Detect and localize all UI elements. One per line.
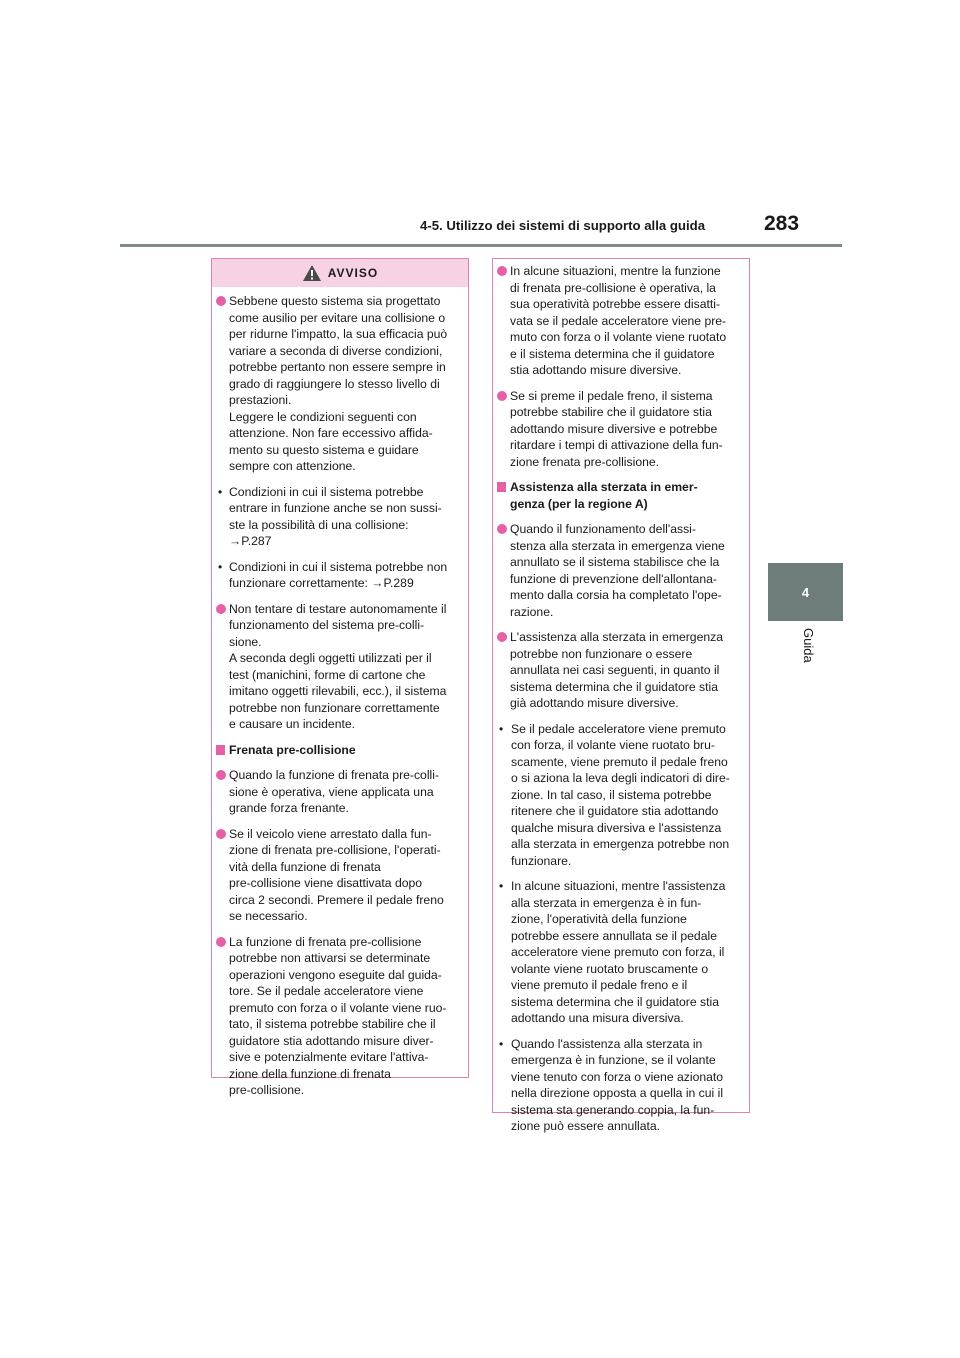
circle-bullet-icon [216,296,226,306]
circle-bullet-icon [497,524,507,534]
list-item [493,1036,749,1135]
circle-bullet-icon [497,266,507,276]
circle-bullet-icon [497,632,507,642]
item-text: In alcune situazioni, mentre l'assistenza alla sterzata in emergenza è in fun- zione, l'operatività della funzione potrebbe essere annullata se il pedale acceleratore viene premuto con forza, il volante viene ruotato bruscamente o viene premuto il pedale freno e il sistema determina che il guidatore stia adottando una misura diversiva. [511,879,726,1025]
circle-bullet-icon [216,770,226,780]
list-item [212,559,468,592]
list-item [493,629,749,712]
info-box [492,258,750,1133]
item-text: Condizioni in cui il sistema potrebbe non funzionare correttamente: →P.289 [229,559,448,590]
circle-bullet-icon [216,829,226,839]
section-heading [493,479,749,512]
info-items [493,263,749,1135]
item-text: Se si preme il pedale freno, il sistema potrebbe stabilire che il guidatore stia adottando misure diversive e potrebbe ritardare i tempi di attivazione della fun- zione frenata pre-collisione. [510,388,723,469]
dot-bullet-icon: • [499,721,504,736]
warning-header [212,259,468,287]
list-item [493,721,749,870]
chapter-label: Guida [801,628,816,663]
item-text: Frenata pre-collisione [229,742,356,757]
item-text: Assistenza alla sterzata in emer- genza (per la regione A) [510,480,698,511]
square-bullet-icon [497,482,506,492]
chapter-tab [768,563,843,621]
dot-bullet-icon: • [218,559,223,574]
list-item [212,826,468,925]
list-item [493,521,749,620]
list-item [212,601,468,733]
warning-icon [302,264,322,282]
item-text: Se il pedale acceleratore viene premuto con forza, il volante viene ruotato bru- scamente, viene premuto il pedale freno o si aziona la leva degli indicatori di dire- zione. In tal caso, il sistema potrebbe ritenere che il guidatore stia adottando qualche misura diversiva e l'assistenza alla sterzata in emergenza potrebbe non funzionare. [511,721,730,868]
item-text: Non tentare di testare autonomamente il funzionamento del sistema pre-colli- sione. A seconda degli oggetti utilizzati per il test (manichini, forme di cartone che imitano oggetti rilevabili, ecc.), il sistema potrebbe non funzionare correttamente e causare un incidente. [229,601,447,731]
dot-bullet-icon: • [499,1036,504,1051]
chapter-number: 4 [801,584,810,600]
section-heading [212,742,468,759]
circle-bullet-icon [216,604,226,614]
dot-bullet-icon: • [218,484,223,499]
list-item [212,767,468,817]
item-text: Quando il funzionamento dell'assi- stenza alla sterzata in emergenza viene annullato se il sistema stabilisce che la funzione di prevenzione dell'allontana- mento dalla corsia ha completato l'ope- razione. [510,522,725,619]
list-item [212,484,468,550]
item-text: La funzione di frenata pre-collisione potrebbe non attivarsi se determinate operazioni vengono eseguite dal guida- tore. Se il pedale acceleratore viene premuto con forza o il volante viene ruo- tato, il sistema potrebbe stabilire che il guidatore stia adottando misure diver- sive e potenzialmente evitare l'attiva- zione della funzione di frenata pre-collisione. [229,934,447,1097]
warning-items [212,293,468,1099]
dot-bullet-icon: • [499,879,504,893]
list-item [493,388,749,471]
item-text: In alcune situazioni, mentre la funzione di frenata pre-collisione è operativa, la sua operatività potrebbe essere disatti- vata se il pedale acceleratore viene pre- muto con forza o il volante viene ruotato e il sistema determina che il guidatore stia adottando misure diversive. [510,264,727,377]
circle-bullet-icon [497,391,507,401]
item-text: Quando l'assistenza alla sterzata in emergenza è in funzione, se il volante viene tenuto con forza o viene azionato nella direzione opposta a quella in cui il sistema sta generando coppia, la fun- zione può essere annullata. [511,1036,724,1133]
item-text: Se il veicolo viene arrestato dalla fun- zione di frenata pre-collisione, l'operati- vità della funzione di frenata pre-collisione viene disattivata dopo circa 2 secondi. Premere il pedale freno se necessario. [229,826,444,923]
header-rule [120,244,842,247]
warning-label: AVVISO [327,266,379,280]
list-item [212,293,468,475]
list-item [493,878,749,1027]
item-text: Condizioni in cui il sistema potrebbe entrare in funzione anche se non sussi- ste la possibilità di una collisione: →P.287 [229,484,442,548]
item-text: L'assistenza alla sterzata in emergenza potrebbe non funzionare o essere annullata nei casi seguenti, in quanto il sistema determina che il guidatore stia già adottando misure diversive. [510,630,724,710]
square-bullet-icon [216,745,225,755]
warning-box [211,258,469,1097]
item-text: Quando la funzione di frenata pre-colli- sione è operativa, viene applicata una grande forza frenante. [229,768,440,815]
section-title: 4-5. Utilizzo dei sistemi di supporto alla guida [420,218,706,233]
list-item [212,934,468,1099]
list-item [493,263,749,379]
page-number: 283 [764,212,800,235]
item-text: Sebbene questo sistema sia progettato come ausilio per evitare una collisione o per ridurne l'impatto, la sua efficacia può variare a seconda di diverse condizioni, potrebbe pertanto non essere sempre in grado di raggiungere lo stesso livello di prestazioni. Leggere le condizioni seguenti con attenzione. Non fare eccessivo affida- mento su questo sistema e guidare sempre con attenzione. [229,294,448,473]
circle-bullet-icon [216,937,226,947]
